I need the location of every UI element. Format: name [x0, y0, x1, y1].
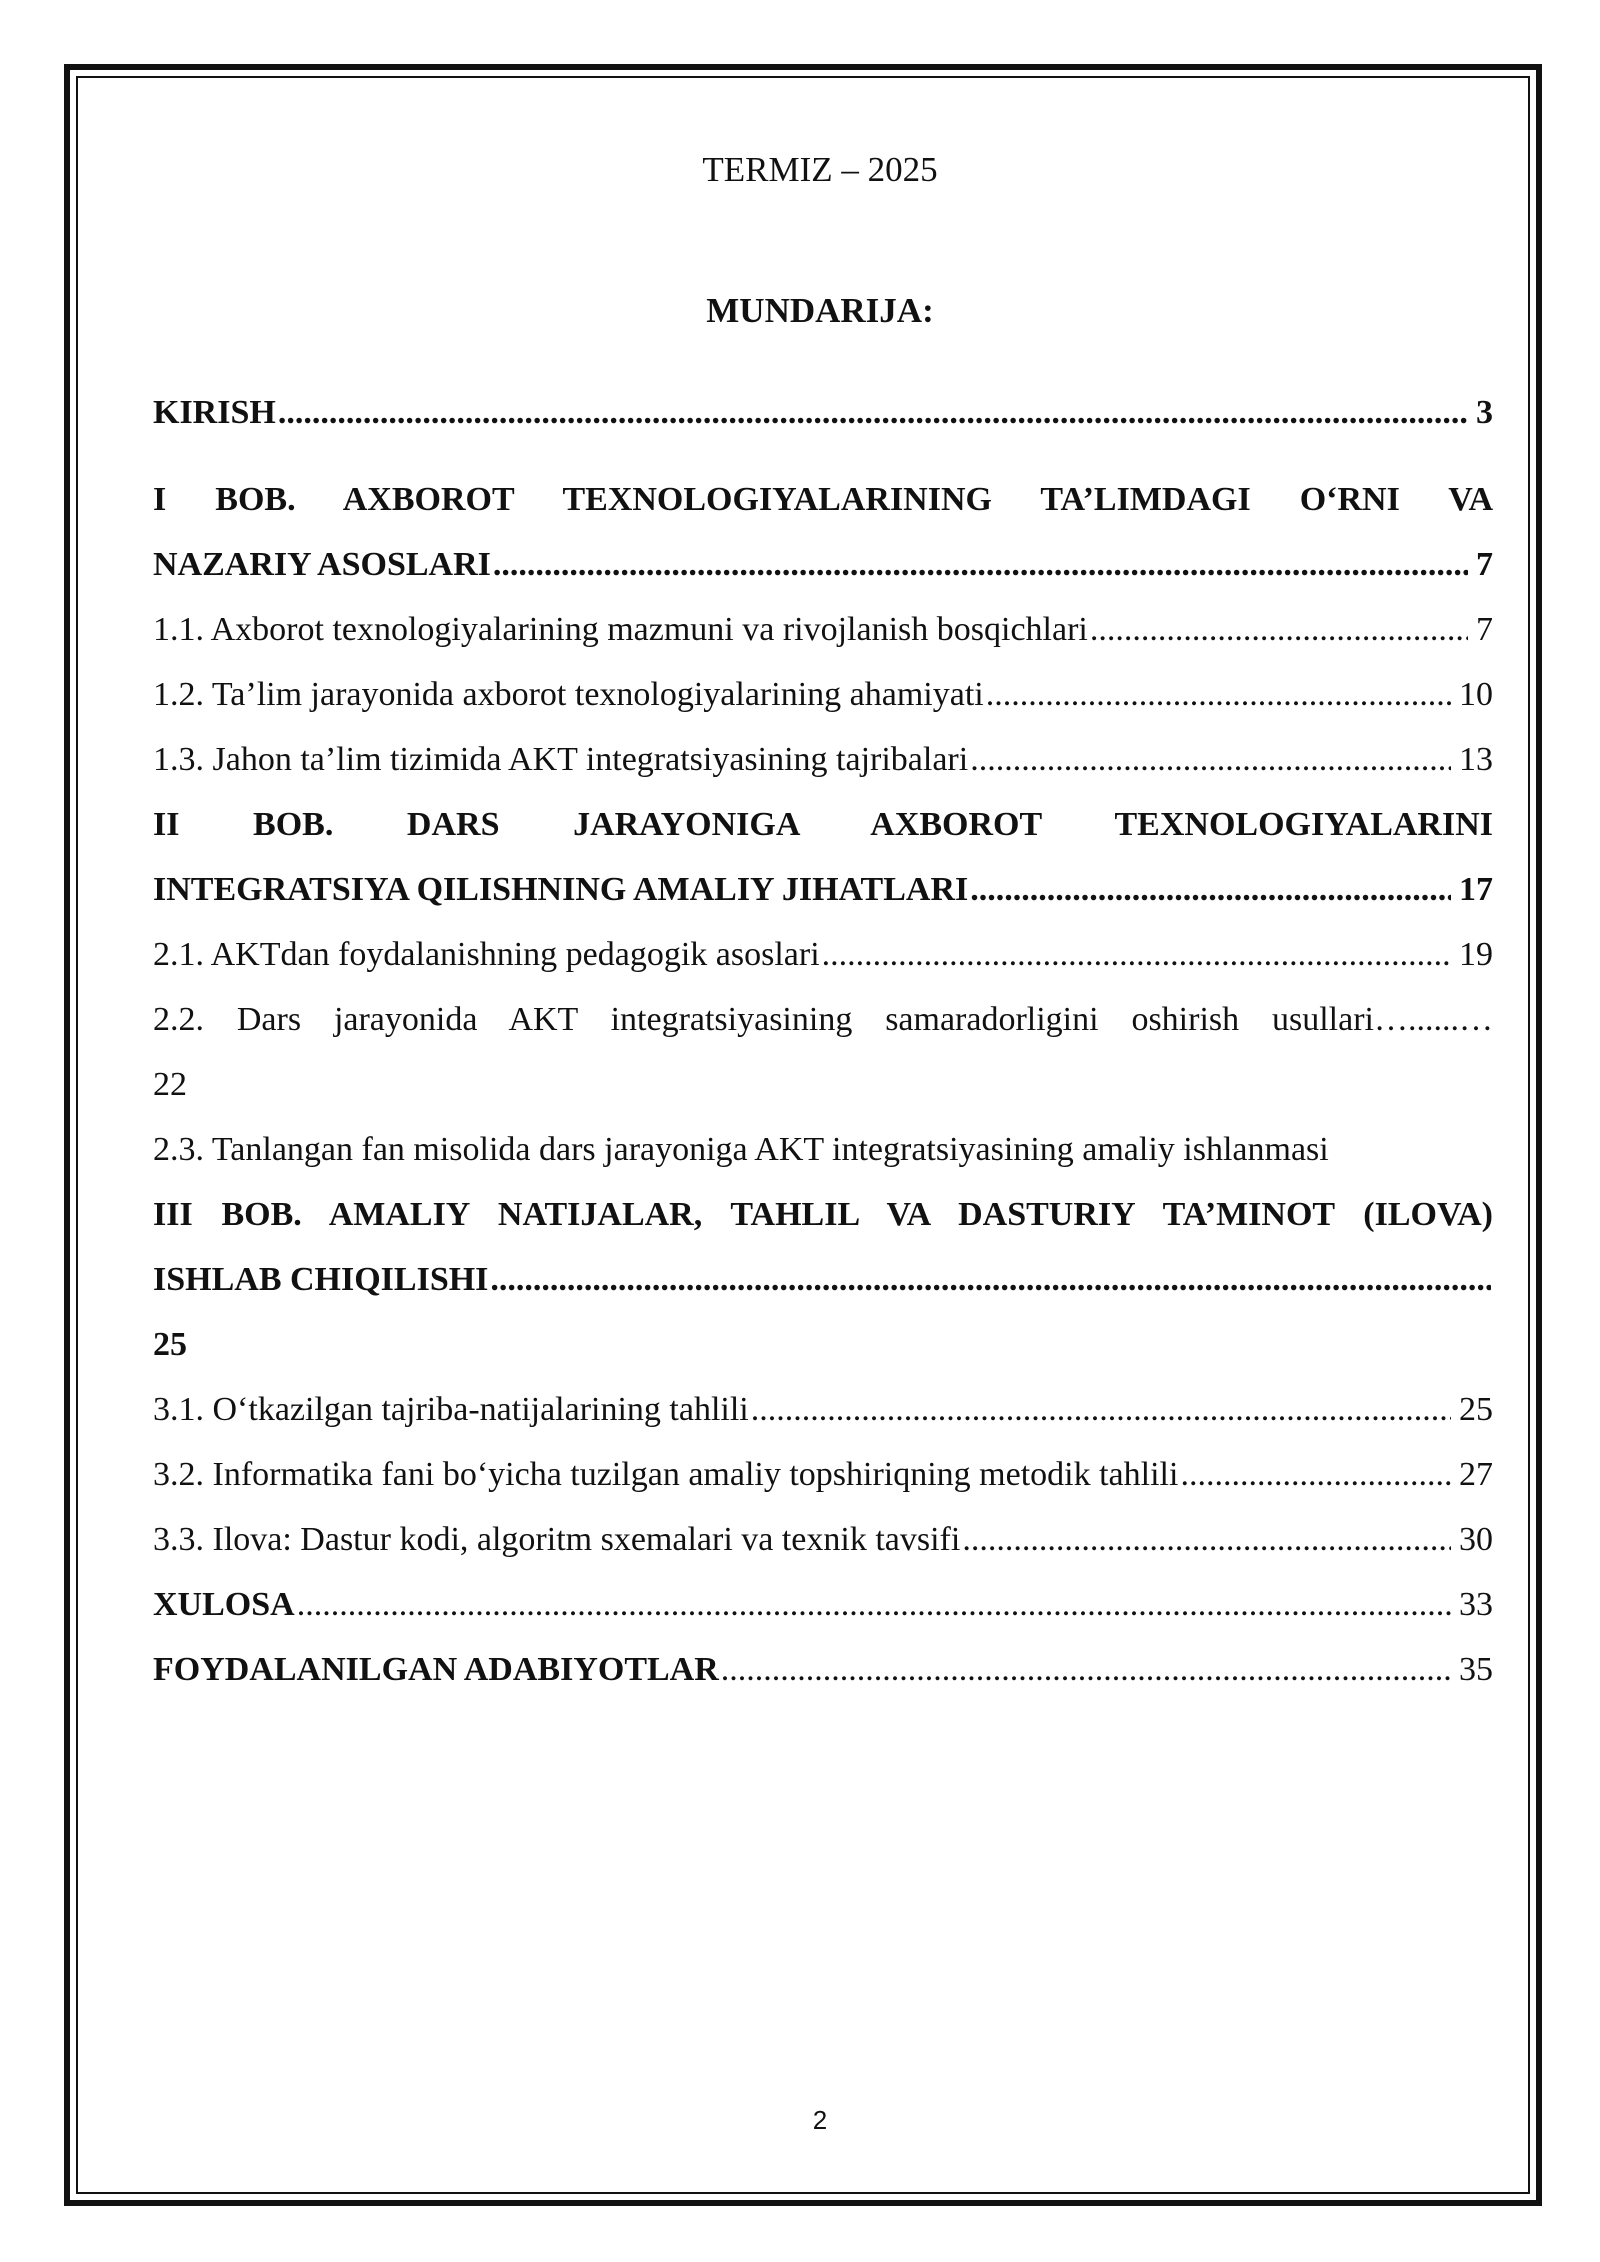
toc-entry-1-1	[153, 597, 1493, 662]
toc-entry-label: 2.3. Tanlangan fan misolida dars jarayoniga AKT integratsiyasining amaliy ishlanmasi	[153, 1131, 1329, 1168]
toc-entry-page: 10	[1459, 676, 1493, 713]
toc-entry-label: 1.3. Jahon ta’lim tizimida AKT integratsiyasining tajribalari	[153, 741, 969, 778]
page-number: 2	[812, 2105, 828, 2135]
toc-chapter2-line2	[153, 857, 1493, 922]
toc-entry-3-1	[153, 1377, 1493, 1442]
toc-entry-page: 3	[1476, 394, 1493, 431]
toc-entry-1-2	[153, 662, 1493, 727]
table-of-contents	[153, 380, 1493, 1702]
toc-entry-label: 3.1. O‘tkazilgan tajriba-natijalarining tahlili	[153, 1391, 749, 1428]
toc-entry-2-2-line1: 2.2. Dars jarayonida AKT integratsiyasining samaradorligini oshirish usullari…......…	[153, 1001, 1493, 1038]
toc-leader-dots	[970, 727, 1451, 792]
toc-entry-label: 3.2. Informatika fani bo‘yicha tuzilgan amaliy topshiriqning metodik tahlili	[153, 1456, 1179, 1493]
toc-entry-2-3	[153, 1117, 1493, 1182]
toc-entry-1-3	[153, 727, 1493, 792]
toc-chapter3-line1: III BOB. AMALIY NATIJALAR, TAHLIL VA DASTURIY TA’MINOT (ILOVA)	[153, 1196, 1493, 1233]
toc-entry-page: 7	[1476, 611, 1493, 648]
toc-chapter3-line2	[153, 1247, 1493, 1312]
toc-entry-label: 2.1. AKTdan foydalanishning pedagogik asoslari	[153, 936, 820, 973]
toc-entry-xulosa	[153, 1572, 1493, 1637]
toc-entry-label: KIRISH	[153, 394, 276, 431]
toc-leader-dots	[490, 1247, 1491, 1312]
toc-entry-page: 7	[1476, 546, 1493, 583]
toc-entry-label: ISHLAB CHIQILISHI	[153, 1261, 489, 1298]
toc-chapter1-line1: I BOB. AXBOROT TEXNOLOGIYALARINING TA’LIMDAGI O‘RNI VA	[153, 481, 1493, 518]
toc-entry-label: FOYDALANILGAN ADABIYOTLAR	[153, 1651, 719, 1688]
toc-entry-page: 30	[1459, 1521, 1493, 1558]
toc-entry-page: 19	[1459, 936, 1493, 973]
toc-leader-dots	[986, 662, 1451, 727]
toc-entry-page: 17	[1459, 871, 1493, 908]
toc-leader-dots	[970, 857, 1451, 922]
toc-leader-dots	[1180, 1442, 1451, 1507]
toc-leader-dots	[962, 1507, 1451, 1572]
toc-entry-label: 1.2. Ta’lim jarayonida axborot texnologiyalarining ahamiyati	[153, 676, 984, 713]
toc-leader-dots	[721, 1637, 1451, 1702]
toc-entry-page: 25	[1459, 1391, 1493, 1428]
toc-entry-page: 33	[1459, 1586, 1493, 1623]
toc-leader-dots	[493, 532, 1468, 597]
toc-entry-2-1	[153, 922, 1493, 987]
toc-entry-label: 1.1. Axborot texnologiyalarining mazmuni va rivojlanish bosqichlari	[153, 611, 1088, 648]
toc-chapter3-line3	[153, 1312, 1493, 1377]
toc-leader-dots	[278, 380, 1468, 445]
toc-entry-adabiyotlar	[153, 1637, 1493, 1702]
toc-entry-3-2	[153, 1442, 1493, 1507]
toc-chapter2-line1: II BOB. DARS JARAYONIGA AXBOROT TEXNOLOGIYALARINI	[153, 806, 1493, 843]
toc-entry-label: 3.3. Ilova: Dastur kodi, algoritm sxemalari va texnik tavsifi	[153, 1521, 961, 1558]
toc-leader-dots	[1090, 597, 1468, 662]
toc-chapter1-line2	[153, 532, 1493, 597]
toc-entry-2-2-line2	[153, 1052, 1493, 1117]
toc-entry-page: 13	[1459, 741, 1493, 778]
toc-entry-label: XULOSA	[153, 1586, 295, 1623]
toc-entry-page: 22	[153, 1066, 187, 1103]
toc-leader-dots	[297, 1572, 1451, 1637]
toc-entry-page: 25	[153, 1326, 187, 1363]
toc-entry-label: INTEGRATSIYA QILISHNING AMALIY JIHATLARI	[153, 871, 969, 908]
toc-entry-page: 35	[1459, 1651, 1493, 1688]
toc-entry-label: NAZARIY ASOSLARI	[153, 546, 491, 583]
toc-entry-page: 27	[1459, 1456, 1493, 1493]
toc-entry-kirish	[153, 380, 1493, 445]
toc-entry-3-3	[153, 1507, 1493, 1572]
toc-leader-dots	[822, 922, 1451, 987]
toc-title: MUNDARIJA:	[706, 291, 934, 330]
toc-leader-dots	[751, 1377, 1451, 1442]
city-year: TERMIZ – 2025	[702, 150, 938, 189]
